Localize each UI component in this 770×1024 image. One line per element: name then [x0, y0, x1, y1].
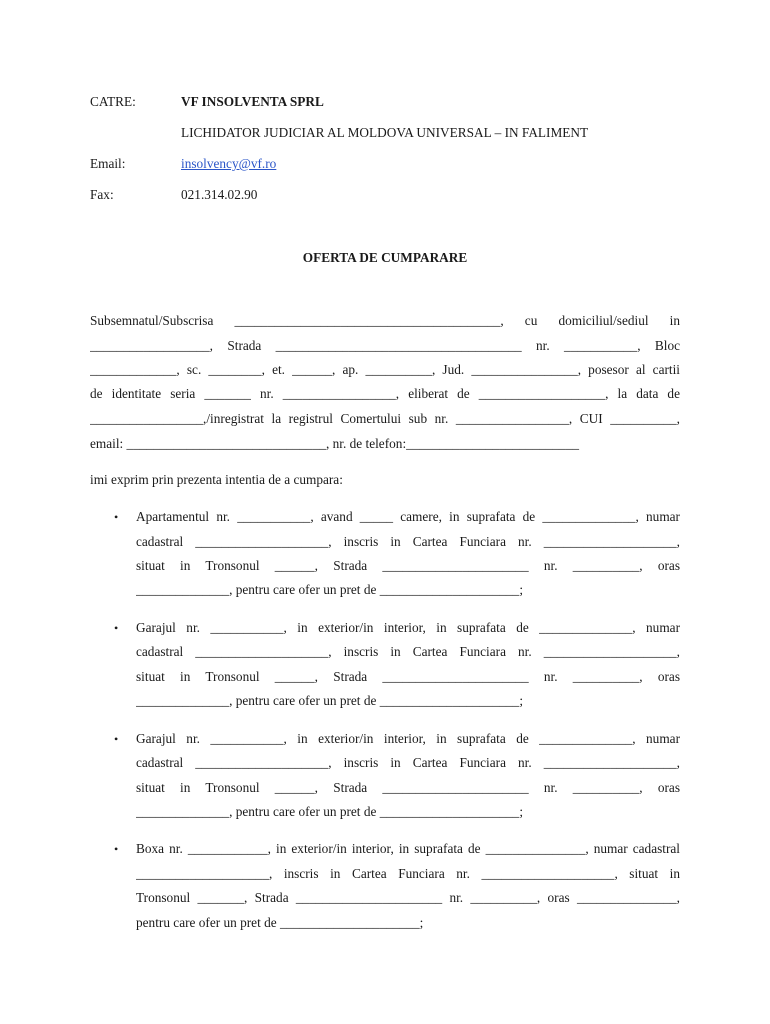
bullet-icon: •	[114, 842, 119, 856]
item-line: situat in Tronsonul ______, Strada ______________________ nr. __________, oras	[136, 669, 680, 684]
email-label: Email:	[90, 156, 126, 171]
intention-text: imi exprim prin prezenta intentia de a cumpara:	[90, 472, 343, 487]
fax-value: 021.314.02.90	[181, 187, 258, 202]
intro-line: Subsemnatul/Subscrisa ________________________________________, cu domiciliul/sediul in	[90, 313, 680, 328]
intro-line: email: ______________________________, nr. de telefon:__________________________	[90, 436, 579, 451]
item-line: cadastral ____________________, inscris in Cartea Funciara nr. ____________________,	[136, 755, 680, 770]
email-link[interactable]: insolvency@vf.ro	[181, 156, 277, 171]
item-line: Garajul nr. ___________, in exterior/in interior, in suprafata de ______________, numar	[136, 731, 680, 746]
item-line: cadastral ____________________, inscris in Cartea Funciara nr. ____________________,	[136, 534, 680, 549]
bullet-icon: •	[114, 621, 119, 635]
item-line: ______________, pentru care ofer un pret de _____________________;	[136, 693, 524, 708]
item-line: cadastral ____________________, inscris in Cartea Funciara nr. ____________________,	[136, 644, 680, 659]
item-line: Garajul nr. ___________, in exterior/in interior, in suprafata de ______________, numar	[136, 620, 680, 635]
item-line: pentru care ofer un pret de _____________________;	[136, 915, 424, 930]
intro-line: _________________,/inregistrat la registrul Comertului sub nr. _________________, CUI __________,	[90, 411, 680, 426]
catre-label: CATRE:	[90, 94, 136, 109]
item-line: ______________, pentru care ofer un pret de _____________________;	[136, 804, 524, 819]
lichidator-role: LICHIDATOR JUDICIAR AL MOLDOVA UNIVERSAL – IN FALIMENT	[181, 125, 589, 140]
bullet-icon: •	[114, 510, 119, 524]
item-line: Boxa nr. ____________, in exterior/in interior, in suprafata de _______________, numar cadastral	[136, 841, 680, 856]
item-line: situat in Tronsonul ______, Strada ______________________ nr. __________, oras	[136, 780, 680, 795]
intro-line: de identitate seria _______ nr. _________________, eliberat de ___________________, la data de	[90, 386, 680, 401]
intro-line: _____________, sc. ________, et. ______, ap. __________, Jud. ________________, posesor al cartii	[90, 362, 680, 377]
item-line: ______________, pentru care ofer un pret de _____________________;	[136, 582, 524, 597]
fax-label: Fax:	[90, 187, 114, 202]
item-line: Tronsonul _______, Strada ______________________ nr. __________, oras _______________,	[136, 890, 680, 905]
bullet-icon: •	[114, 732, 119, 746]
document-title: OFERTA DE CUMPARARE	[302, 250, 468, 265]
item-line: situat in Tronsonul ______, Strada ______________________ nr. __________, oras	[136, 558, 680, 573]
catre-value: VF INSOLVENTA SPRL	[181, 94, 324, 109]
item-line: ____________________, inscris in Cartea Funciara nr. ____________________, situat in	[136, 866, 680, 881]
item-line: Apartamentul nr. ___________, avand _____ camere, in suprafata de ______________, numar	[136, 509, 680, 524]
intro-line: __________________, Strada _____________________________________ nr. ___________, Bloc	[90, 338, 680, 353]
